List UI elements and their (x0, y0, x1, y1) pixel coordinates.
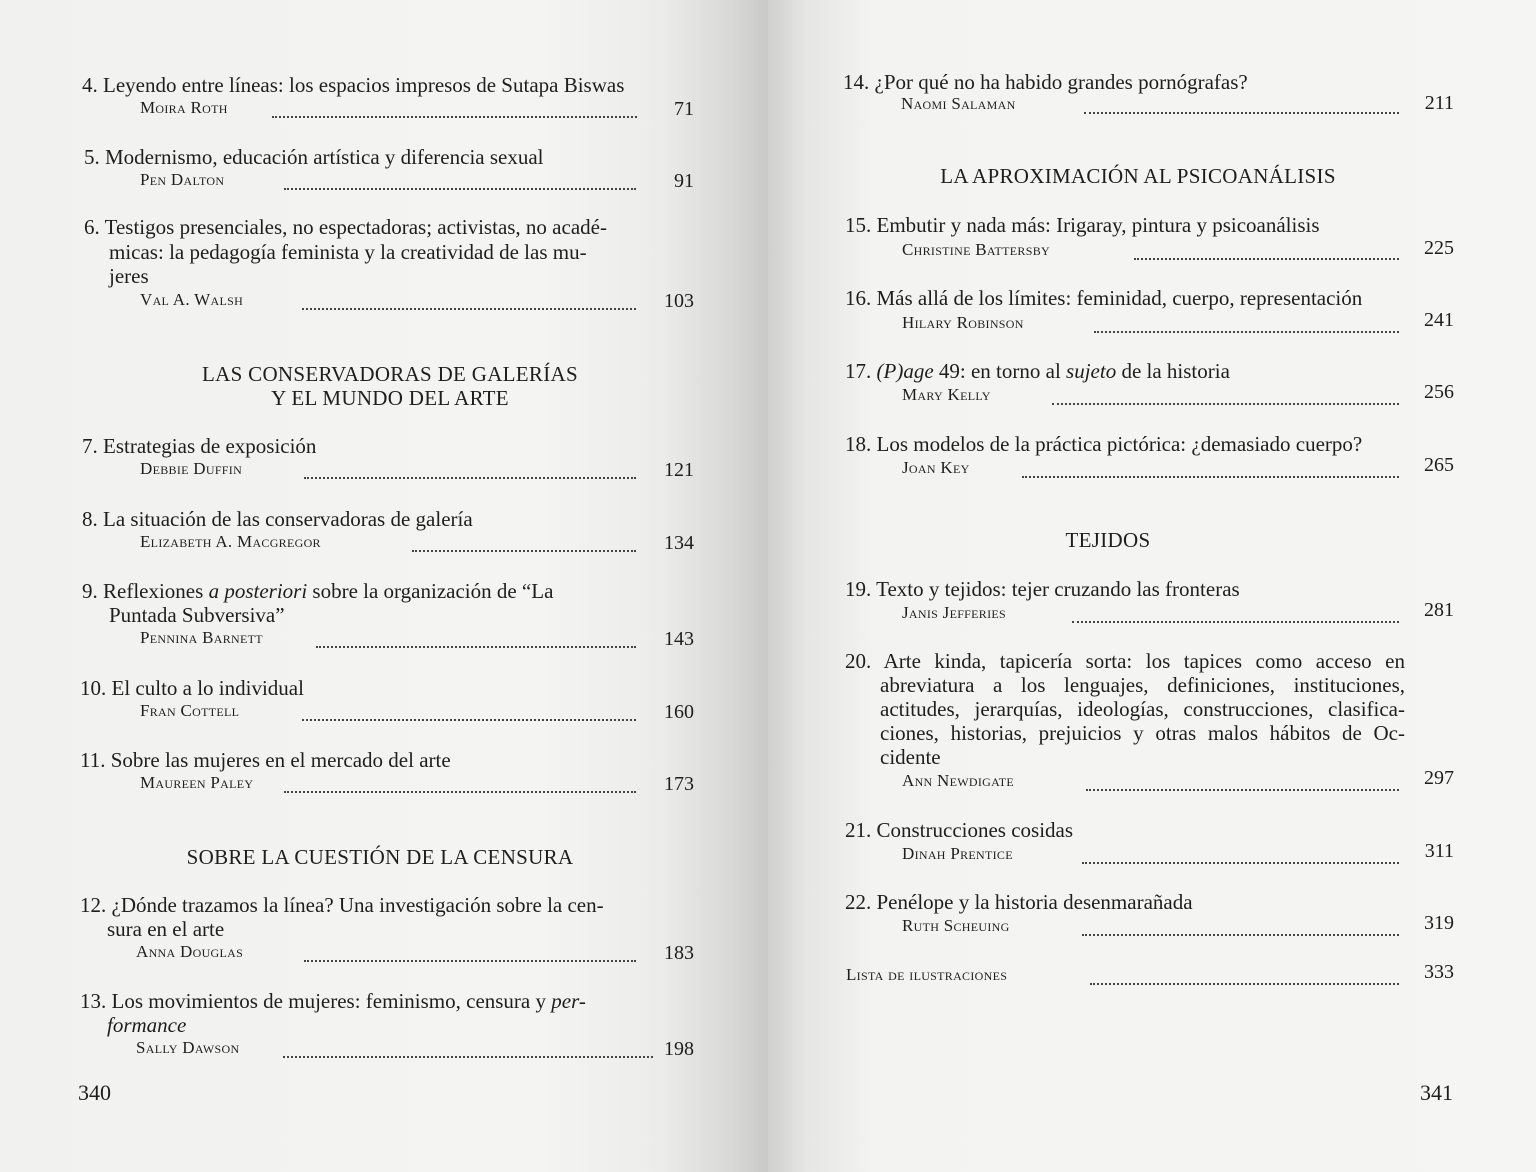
entry-9-author: Pennina Barnett (140, 628, 263, 647)
entry-10-title: 10. El culto a lo individual (80, 676, 304, 700)
entry-15-title: 15. Embutir y nada más: Irigaray, pintura y psicoanálisis (845, 213, 1320, 237)
entry-11-title: 11. Sobre las mujeres en el mercado del arte (80, 748, 451, 772)
entry-7-leader (304, 477, 636, 479)
entry-20-title-line5: cidente (880, 745, 941, 769)
entry-13-author: Sally Dawson (136, 1038, 240, 1057)
entry-12-title-line2: sura en el arte (107, 917, 225, 941)
entry-14-page: 211 (1424, 92, 1454, 114)
entry-12-title-line1: 12. ¿Dónde trazamos la línea? Una investigación sobre la cen- (80, 893, 604, 917)
entry-8-author: Elizabeth A. Macgregor (140, 532, 321, 551)
entry-20-leader (1086, 789, 1399, 791)
lista-ilustraciones-page: 333 (1424, 961, 1454, 983)
entry-13-page: 198 (664, 1038, 694, 1060)
entry-12-leader (304, 960, 636, 962)
entry-15-page: 225 (1424, 237, 1454, 259)
entry-13-leader (283, 1056, 653, 1058)
entry-6-leader (302, 308, 636, 310)
entry-17-page: 256 (1424, 381, 1454, 403)
entry-10-leader (302, 719, 636, 721)
section-censura: SOBRE LA CUESTIÓN DE LA CENSURA (186, 845, 574, 869)
entry-5-author: Pen Dalton (140, 170, 225, 189)
entry-6-title-line1: 6. Testigos presenciales, no espectadoras; activistas, no acadé- (84, 215, 607, 239)
entry-11-leader (284, 791, 636, 793)
entry-10-page: 160 (664, 701, 694, 723)
right-page (768, 0, 1536, 1172)
entry-7-author: Debbie Duffin (140, 459, 243, 478)
entry-20-title-line4: ciones, historias, prejuicios y otras malos hábitos de Oc- (880, 721, 1405, 745)
entry-8-page: 134 (664, 532, 694, 554)
entry-21-title: 21. Construcciones cosidas (845, 818, 1074, 842)
entry-4-author: Moira Roth (140, 98, 228, 117)
entry-20-title-line1: 20. Arte kinda, tapicería sorta: los tapices como acceso en (845, 649, 1405, 673)
entry-15-leader (1134, 258, 1399, 260)
entry-17-author: Mary Kelly (902, 385, 991, 404)
entry-5-page: 91 (674, 170, 694, 192)
entry-20-author: Ann Newdigate (902, 771, 1015, 790)
entry-16-title: 16. Más allá de los límites: feminidad, cuerpo, representación (845, 286, 1363, 310)
entry-21-author: Dinah Prentice (902, 844, 1013, 863)
entry-9-title-line2: Puntada Subversiva” (109, 603, 285, 627)
section-galerias-line2: Y EL MUNDO DEL ARTE (271, 386, 509, 410)
entry-19-page: 281 (1424, 599, 1454, 621)
entry-22-page: 319 (1424, 912, 1454, 934)
entry-11-author: Maureen Paley (140, 773, 254, 792)
entry-21-page: 311 (1424, 840, 1454, 862)
entry-16-leader (1094, 331, 1399, 333)
section-galerias-line1: LAS CONSERVADORAS DE GALERÍAS (202, 362, 578, 386)
entry-10-author: Fran Cottell (140, 701, 240, 720)
entry-4-page: 71 (674, 98, 694, 120)
entry-18-title: 18. Los modelos de la práctica pictórica: ¿demasiado cuerpo? (845, 432, 1363, 456)
lista-ilustraciones-leader (1090, 983, 1399, 985)
entry-18-leader (1022, 476, 1399, 478)
lista-ilustraciones-label: Lista de ilustraciones (846, 965, 1008, 984)
entry-7-title: 7. Estrategias de exposición (82, 434, 317, 458)
entry-16-author: Hilary Robinson (902, 313, 1024, 332)
entry-14-title: 14. ¿Por qué no ha habido grandes pornógrafas? (843, 70, 1248, 94)
entry-4-leader (272, 116, 637, 118)
entry-6-title-line2: micas: la pedagogía feminista y la creatividad de las mu- (109, 240, 587, 264)
entry-20-title-line2: abreviatura a los lenguajes, definiciones, instituciones, (880, 673, 1405, 697)
entry-12-page: 183 (664, 942, 694, 964)
entry-16-page: 241 (1424, 309, 1454, 331)
entry-9-leader (316, 646, 636, 648)
entry-17-title: 17. (P)age 49: en torno al sujeto de la historia (845, 359, 1230, 383)
entry-6-title-line3: jeres (109, 264, 149, 288)
entry-19-leader (1072, 621, 1399, 623)
entry-6-page: 103 (664, 290, 694, 312)
page-number-right: 341 (1420, 1080, 1453, 1105)
entry-8-leader (412, 550, 636, 552)
entry-12-author: Anna Douglas (136, 942, 244, 961)
entry-9-title-line1: 9. Reflexiones a posteriori sobre la organización de “La (82, 579, 554, 603)
entry-15-author: Christine Battersby (902, 240, 1050, 259)
entry-5-title: 5. Modernismo, educación artística y diferencia sexual (84, 145, 544, 169)
entry-8-title: 8. La situación de las conservadoras de galería (82, 507, 473, 531)
entry-4-title: 4. Leyendo entre líneas: los espacios impresos de Sutapa Biswas (82, 73, 625, 97)
entry-7-page: 121 (664, 459, 694, 481)
entry-13-title-line2: formance (107, 1013, 187, 1037)
entry-21-leader (1082, 862, 1399, 864)
entry-20-title-line3: actitudes, jerarquías, ideologías, construcciones, clasifica- (880, 697, 1405, 721)
entry-20-page: 297 (1424, 767, 1454, 789)
entry-19-title: 19. Texto y tejidos: tejer cruzando las fronteras (845, 577, 1240, 601)
entry-22-leader (1082, 934, 1399, 936)
entry-11-page: 173 (664, 773, 694, 795)
entry-5-leader (284, 188, 636, 190)
entry-14-author: Naomi Salaman (901, 94, 1016, 113)
entry-9-page: 143 (664, 628, 694, 650)
entry-18-page: 265 (1424, 454, 1454, 476)
entry-6-author: Val A. Walsh (140, 290, 244, 309)
entry-19-author: Janis Jefferies (902, 603, 1006, 622)
section-tejidos: TEJIDOS (1065, 528, 1151, 552)
entry-14-leader (1084, 112, 1399, 114)
entry-22-title: 22. Penélope y la historia desenmarañada (845, 890, 1193, 914)
entry-17-leader (1052, 403, 1399, 405)
entry-22-author: Ruth Scheuing (902, 916, 1010, 935)
entry-13-title-line1: 13. Los movimientos de mujeres: feminismo, censura y per- (80, 989, 586, 1013)
page-number-left: 340 (78, 1080, 111, 1105)
section-psicoanalisis: LA APROXIMACIÓN AL PSICOANÁLISIS (940, 164, 1336, 188)
entry-18-author: Joan Key (902, 458, 970, 477)
